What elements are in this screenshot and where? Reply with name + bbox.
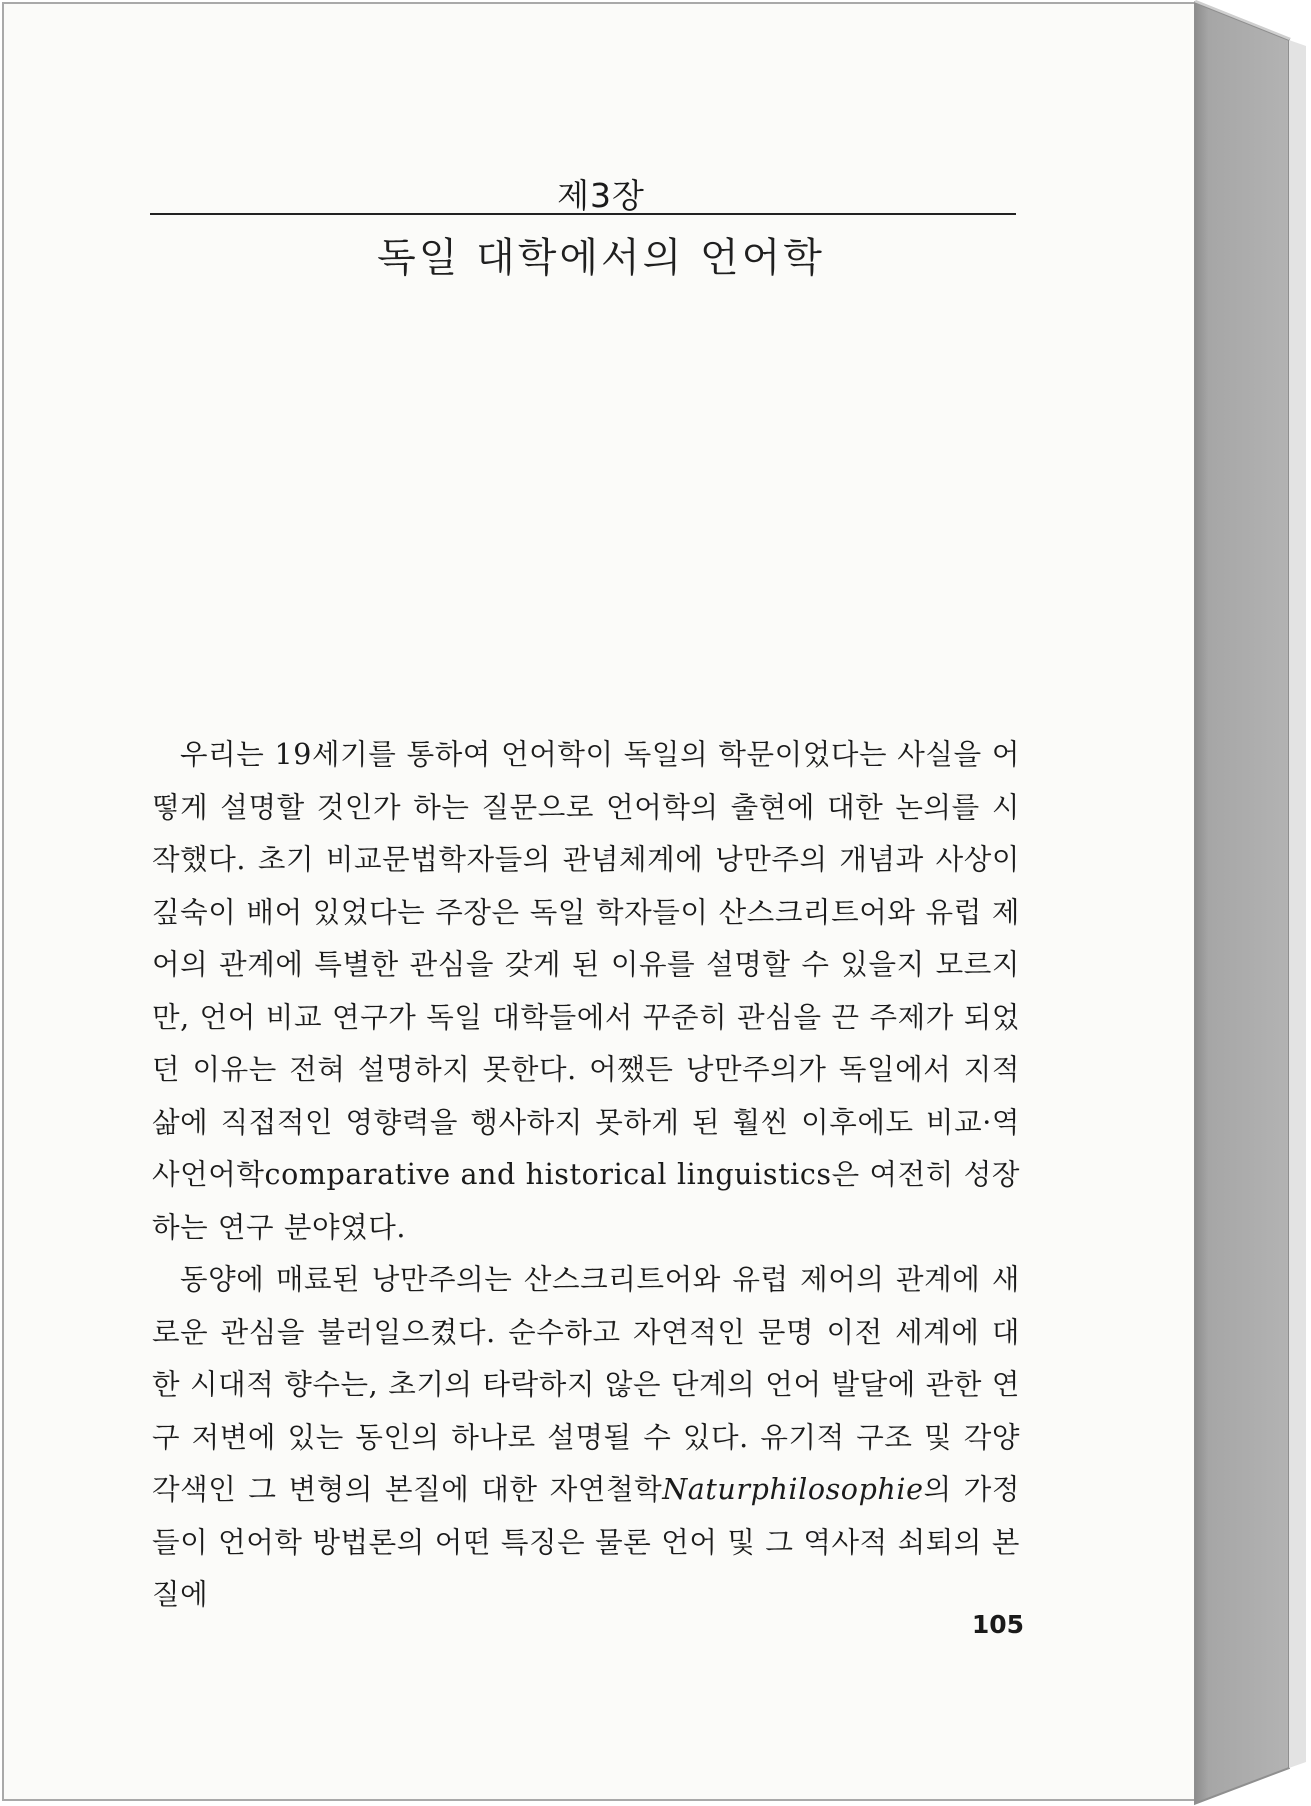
book-page — [2, 2, 1196, 1801]
body-text — [152, 729, 1020, 1622]
paragraph-2-text-after: 의 가정들이 언어학 방법론의 어떤 특징은 물론 언어 및 그 역사적 쇠퇴의 본질에 — [152, 1473, 1020, 1611]
book-back-shadow — [1289, 40, 1306, 1768]
page-number: 105 — [971, 1610, 1024, 1639]
paragraph-1-text-after: 은 여전히 성장하는 연구 분야였다. — [152, 1158, 1020, 1244]
paragraph-1-text-before: 우리는 19세기를 통하여 언어학이 독일의 학문이었다는 사실을 어떻게 설명할 것인가 하는 질문으로 언어학의 출현에 대한 논의를 시작했다. 초기 비교문법학자들의 관념체계에 낭만주의 개념과 사상이 깊숙이 배어 있었다는 주장은 독일 학자들이 산스크리트어와 유럽 제어의 관계에 특별한 관심을 갖게 된 이유를 설명할 수 있을지 모르지만, 언어 비교 연구가 독일 대학들에서 꾸준히 관심을 끈 주제가 되었던 이유는 전혀 설명하지 못한다. 어쨌든 낭만주의가 독일에서 지적 삶에 직접적인 영향력을 행사하지 못하게 된 훨씬 이후에도 비교·역사언어학 — [152, 738, 1020, 1191]
paragraph-2-term: Naturphilosophie — [662, 1473, 924, 1506]
paragraph-2-text-before: 동양에 매료된 낭만주의는 산스크리트어와 유럽 제어의 관계에 새로운 관심을 불러일으켰다. 순수하고 자연적인 문명 이전 세계에 대한 시대적 향수는, 초기의 타락하지 않은 단계의 언어 발달에 관한 연구 저변에 있는 동인의 하나로 설명될 수 있다. 유기적 구조 및 각양각색인 그 변형의 본질에 대한 자연철학 — [152, 1263, 1020, 1506]
chapter-rule — [150, 213, 1016, 215]
book-thickness — [1194, 0, 1311, 1806]
paragraph-1-term: comparative and historical linguistics — [264, 1158, 832, 1191]
paragraph-1 — [152, 729, 1020, 1254]
chapter-label: 제3장 — [557, 176, 645, 215]
chapter-title: 독일 대학에서의 언어학 — [377, 235, 825, 281]
book-side-face — [1194, 2, 1289, 1804]
paragraph-2 — [152, 1254, 1020, 1622]
